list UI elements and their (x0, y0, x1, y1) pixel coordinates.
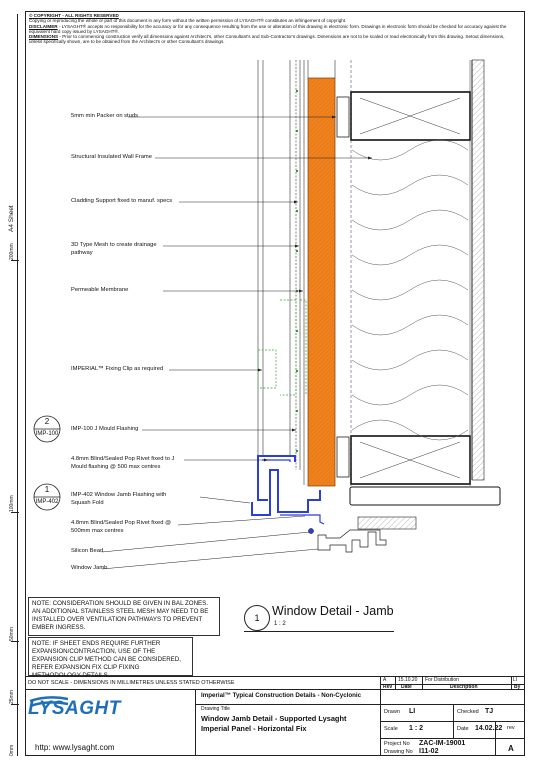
checked-value: TJ (485, 708, 494, 715)
scale-label: Scale (384, 726, 398, 732)
callout-rivet-1b: Mould flashing @ 500 max centres (71, 464, 161, 470)
insulation (352, 140, 468, 440)
project-label: Project No (384, 741, 410, 747)
dimensions-label: DIMENSIONS (29, 34, 59, 40)
disclaimer-text: - LYSAGHT® accepts no responsibility for the accuracy or for any consequence resulting from the use or alteration of this drawing in electronic form. Drawings in electronic form should be checked for accuracy against the equivalent hard copy issued by LYSAGHT®. (29, 23, 507, 34)
sheet-size-label: A4 Sheet (8, 205, 15, 232)
silicon-bead (308, 528, 313, 533)
rule-0mm: 0mm (9, 744, 15, 756)
drawing-no-label: Drawing No (384, 749, 413, 755)
col-date: Date (401, 684, 412, 690)
j-mould-flashing (258, 456, 295, 500)
drawing-title-label: Drawing Title (201, 706, 230, 712)
reveal-lining (358, 517, 416, 529)
note-bal-zones: NOTE: CONSIDERATION SHOULD BE GIVEN IN BAL ZONES. AN ADDITIONAL STAINLESS STEEL MESH MAY NEED TO BE INSTALLED OVER VENTILATION PATHWAYS TO PREVENT EMBER INGRESS. (28, 597, 220, 636)
marker-1-num: 1 (44, 485, 50, 494)
copyright-label: © COPYRIGHT - ALL RIGHTS RESERVED (29, 13, 119, 18)
col-description: Description (450, 684, 478, 690)
rule-25mm: 25mm (9, 690, 15, 704)
callout-cladding-support: Cladding Support fixed to manuf. specs (71, 198, 173, 204)
callout-packer: 5mm min Packer on studs (71, 113, 139, 119)
website-url: http: www.lysaght.com (35, 743, 115, 752)
series-title: Imperial™ Typical Construction Details - Non-Cyclonic (201, 692, 362, 699)
callout-j-mould: IMP-100 J Mould Flashing (71, 426, 139, 432)
plasterboard (472, 60, 484, 480)
callout-window-jamb: Window Jamb (71, 565, 108, 571)
drawing-title-line-1: Window Jamb Detail - Supported Lysaght (201, 714, 347, 723)
callout-mesh-1: 3D Type Mesh to create drainage (71, 242, 157, 248)
callout-fixing-clip: IMPERIAL™ Fixing Clip as required (71, 366, 164, 372)
marker-1-ref: IMP-402 (35, 499, 59, 505)
checked-label: Checked (457, 709, 479, 715)
rule-200mm: 200mm (9, 243, 15, 260)
copy-text: Copying or reproducing the whole or part of this document in any form without the written permission of LYSAGHT® constitutes an infringement of copyright. (29, 18, 347, 24)
drawing-title-line-2: Imperial Panel - Horizontal Fix (201, 724, 307, 733)
title-block (25, 676, 525, 756)
detail-title-number: 1 (244, 605, 270, 631)
callout-rivet-2b: 500mm max centres (71, 528, 124, 534)
callout-mesh-2: pathway (71, 250, 93, 256)
marker-2-ref: IMP-100 (35, 431, 59, 437)
callout-wall-frame: Structural Insulated Wall Frame (71, 154, 152, 160)
project-value: ZAC-IM-19001 (419, 740, 466, 747)
detail-scale: 1 : 2 (274, 621, 286, 627)
rev-description: For Distribution (425, 677, 459, 683)
disclaimer-label: DISCLAIMER (29, 23, 58, 29)
rev-letter: A (383, 677, 387, 683)
wall-frame-lines (258, 60, 304, 485)
marker-2-num: 2 (44, 417, 50, 426)
rev-label: rev (507, 725, 515, 731)
lysaght-logo (28, 693, 138, 719)
callout-membrane: Permeable Membrane (71, 287, 129, 293)
scale-value: 1 : 2 (409, 725, 424, 732)
note-expansion: NOTE: IF SHEET ENDS REQUIRE FURTHER EXPANSION/CONTRACTION, USE OF THE EXPANSION CLIP METHOD CAN BE CONSIDERED, REFER EXPANSION FIX CLIP FIXING (28, 637, 193, 676)
rev-by: LI (513, 677, 518, 683)
callout-rivet-1a: 4.8mm Blind/Sealed Pop Rivet fixed to J (71, 456, 175, 462)
rev-value: A (508, 744, 514, 753)
rule-50mm: 50mm (9, 627, 15, 641)
rev-date: 15.10.20 (398, 677, 418, 683)
drawing-no-value: I11-02 (419, 748, 439, 755)
date-label: Date (457, 726, 469, 732)
col-rev: Rev (383, 684, 393, 690)
window-reveal (350, 487, 500, 505)
callout-silicon: Silicon Bead (71, 548, 104, 554)
drawn-label: Drawn (384, 709, 400, 715)
drawn-value: LI (409, 708, 416, 715)
do-not-scale-note: DO NOT SCALE - DIMENSIONS IN MILLIMETRES UNLESS STATED OTHERWISE (28, 680, 235, 686)
window-jamb-profile (318, 530, 386, 552)
callout-rivet-2a: 4.8mm Blind/Sealed Pop Rivet fixed @ (71, 520, 171, 526)
callout-jamb-flashing-b: Squash Fold (71, 500, 104, 506)
date-value: 14.02.22 (475, 725, 503, 732)
detail-title-underline (244, 631, 394, 632)
rule-100mm: 100mm (9, 495, 15, 512)
packer-top (337, 97, 349, 137)
callout-jamb-flashing-a: IMP-402 Window Jamb Flashing with (71, 492, 167, 498)
logo-wordmark: LYSAGHT (28, 698, 121, 719)
detail-title: Window Detail - Jamb (272, 604, 394, 618)
dimensions-text: - Prior to commencing construction verify all dimensions against Architect's, other Consultant's and Sub-Contractor's drawings. Dimensions are not to be scaled or read electronically from this drawing. Setout dimensions, unless specifically shown, are to be obtained from the Architect's or other Consultant's drawings. (29, 34, 505, 45)
col-by: By (514, 684, 521, 690)
fixing-clip (258, 300, 306, 395)
packer-bottom (337, 437, 349, 477)
